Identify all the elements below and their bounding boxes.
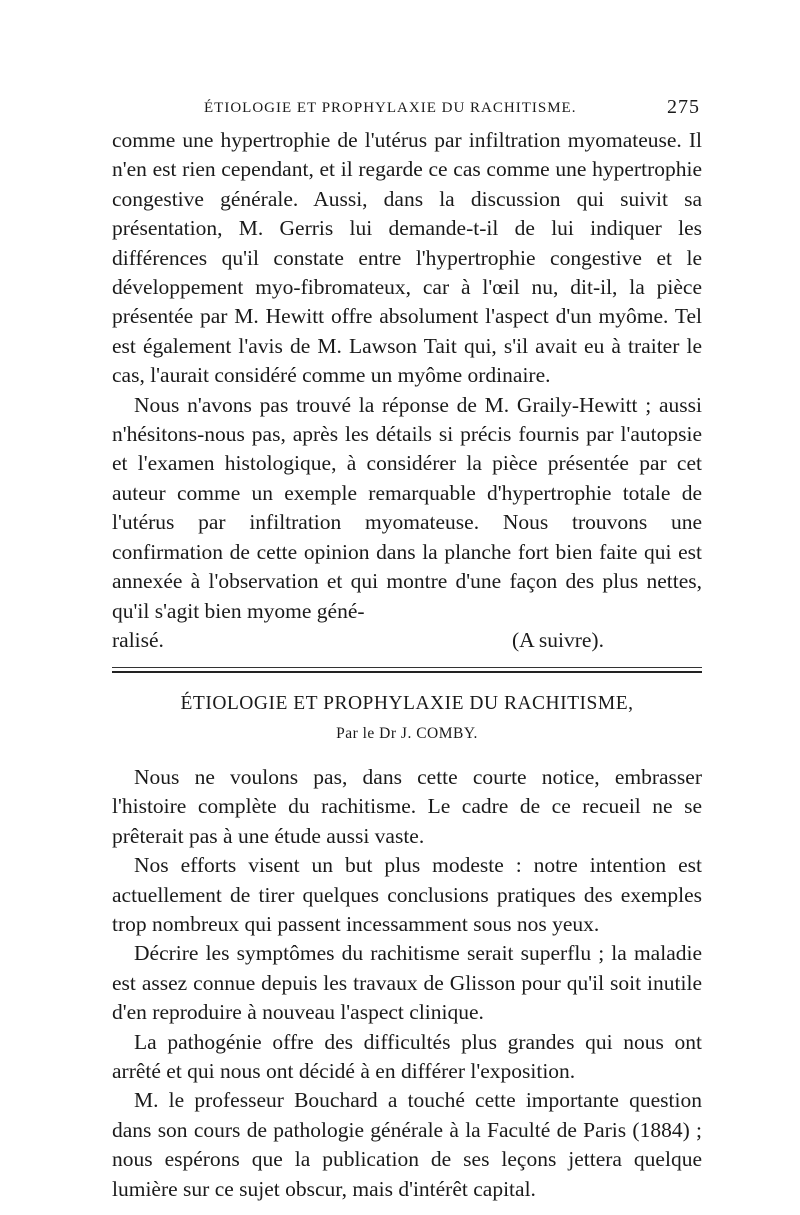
closing-line (112, 626, 702, 655)
running-head-title: ÉTIOLOGIE ET PROPHYLAXIE DU RACHITISME. (204, 100, 577, 116)
section-divider (112, 665, 702, 675)
paragraph: Nous ne voulons pas, dans cette courte notice, embrasser l'histoire complète du rachitisme. Le cadre de ce recueil ne se prêterait pas à une étude aussi vaste. (112, 764, 702, 848)
to-be-continued: (A suivre). (512, 627, 604, 652)
paragraph: comme une hypertrophie de l'utérus par infiltration myomateuse. Il n'en est rien cependant, et il regarde ce cas comme une hypertrophie congestive générale. Aussi, dans la discussion qui suivit sa présentation, M. Gerris lui demande-t-il de lui indiquer les différences qu'il constate entre l'hypertrophie congestive et le développement myo-fibromateux, car à l'œil nu, dit-il, la pièce présentée par M. Hewitt offre absolument l'aspect d'un myôme. Tel est également l'avis de M. Lawson Tait qui, s'il avait eu à traiter le cas, l'aurait considéré comme un myôme ordinaire. (112, 128, 702, 388)
book-page (112, 96, 702, 1204)
page-number: 275 (667, 96, 700, 118)
paragraph: Nous n'avons pas trouvé la réponse de M. Graily-Hewitt ; aussi n'hésitons-nous pas, après les détails si précis fournis par l'autopsie et l'examen histologique, à considérer la pièce présentée par cet auteur comme un exemple remarquable d'hypertrophie totale de l'utérus par infiltration myomateuse. Nous trouvons une confirmation de cette opinion dans la planche fort bien faite qui est annexée à l'observation et qui montre d'une façon des plus nettes, qu'il s'agit bien myome géné- (112, 392, 702, 623)
paragraph: M. le professeur Bouchard a touché cette importante question dans son cours de pathologie générale à la Faculté de Paris (1884) ; nous espérons que la publication de ses leçons jettera quelque lumière sur ce sujet obscur, mais d'intérêt capital. (112, 1088, 702, 1201)
divider-line-thick (112, 671, 702, 673)
paragraph: Nos efforts visent un but plus modeste : notre intention est actuellement de tirer quelques conclusions pratiques des exemples trop nombreux qui passent incessamment sous nos yeux. (112, 853, 702, 936)
last-word: ralisé. (112, 627, 164, 652)
article-title: ÉTIOLOGIE ET PROPHYLAXIE DU RACHITISME, (180, 692, 634, 714)
divider-line-thin (112, 667, 702, 668)
running-head (112, 96, 702, 126)
article-byline: Par le Dr J. COMBY. (336, 724, 478, 742)
previous-article (112, 126, 702, 655)
paragraph: La pathogénie offre des difficultés plus grandes qui nous ont arrêté et qui nous ont décidé à en différer l'exposition. (112, 1029, 702, 1083)
paragraph: Décrire les symptômes du rachitisme serait superflu ; la maladie est assez connue depuis les travaux de Glisson pour qu'il soit inutile d'en reproduire à nouveau l'aspect clinique. (112, 941, 702, 1025)
article-body (112, 763, 702, 1204)
